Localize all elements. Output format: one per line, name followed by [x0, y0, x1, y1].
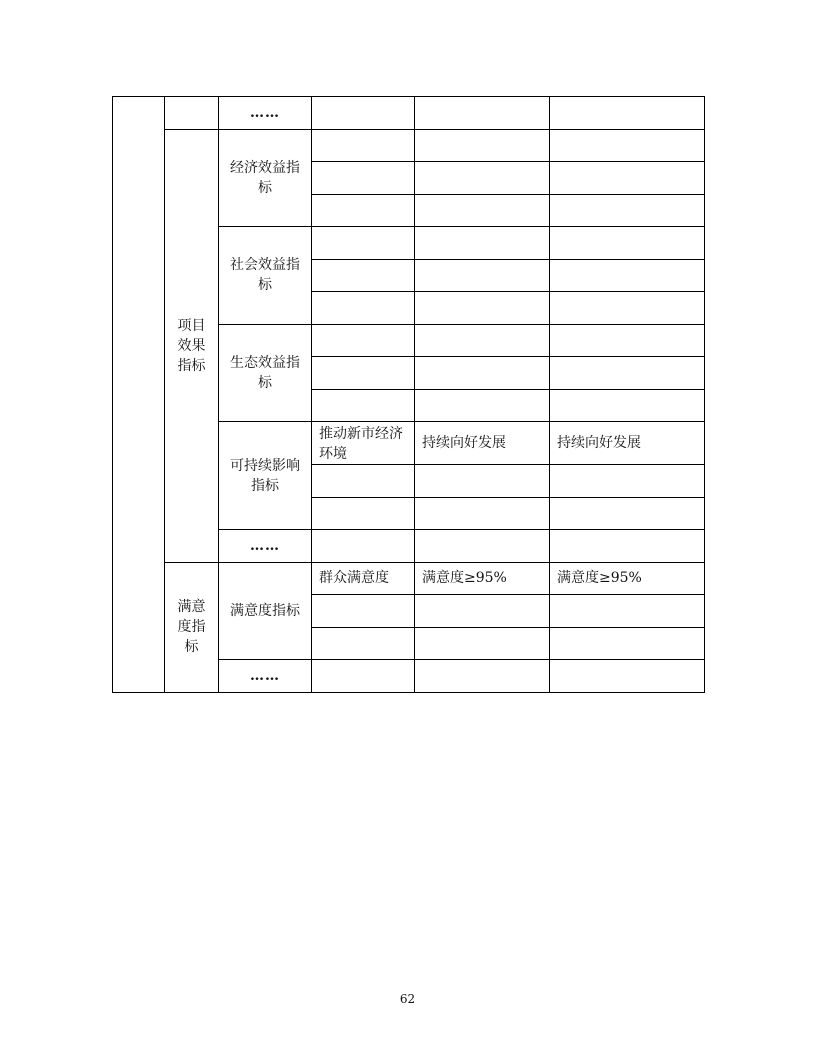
- indicator-sustainable: 推动新市经济环境: [312, 422, 415, 465]
- target-sustainable-2: 持续向好发展: [550, 422, 705, 465]
- target-sustainable-1: 持续向好发展: [415, 422, 550, 465]
- target-satisfaction-2: 满意度≥95%: [550, 562, 705, 595]
- target-cell: [415, 97, 550, 130]
- subcategory-ecological: 生态效益指标: [219, 324, 312, 422]
- ellipsis-cell: ……: [219, 97, 312, 130]
- category-project-effect: 项目效果指标: [165, 129, 219, 562]
- subcategory-economic: 经济效益指标: [219, 129, 312, 227]
- subcategory-social: 社会效益指标: [219, 227, 312, 325]
- performance-indicator-table: [112, 96, 705, 693]
- ellipsis-cell: ……: [219, 660, 312, 693]
- table-row: [113, 97, 705, 130]
- page-number: 62: [399, 992, 416, 1006]
- target-cell: [550, 97, 705, 130]
- target-satisfaction-1: 满意度≥95%: [415, 562, 550, 595]
- category-cell-empty: [165, 97, 219, 130]
- subcategory-sustainable: 可持续影响指标: [219, 422, 312, 530]
- indicator-cell: [312, 97, 415, 130]
- ellipsis-cell: ……: [219, 530, 312, 563]
- indicator-satisfaction: 群众满意度: [312, 562, 415, 595]
- subcategory-satisfaction: 满意度指标: [219, 562, 312, 660]
- category-satisfaction: 满意度指标: [165, 562, 219, 692]
- outer-category-cell: [113, 97, 165, 693]
- table-row: [113, 562, 705, 595]
- table-row: [113, 129, 705, 162]
